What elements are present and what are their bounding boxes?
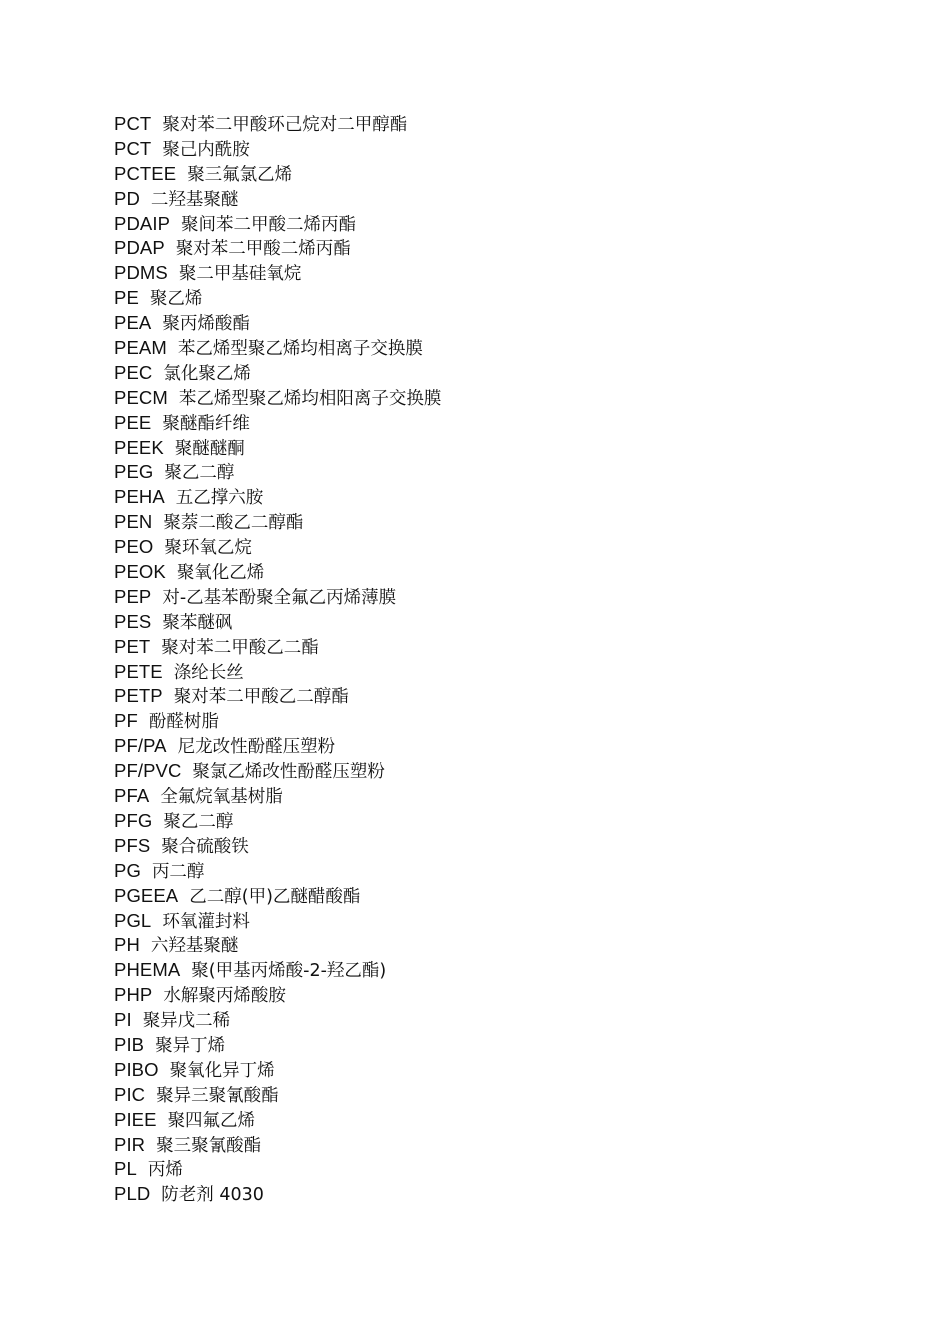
abbreviation: PEP: [114, 585, 152, 607]
chemical-name: 聚四氟乙烯: [167, 1110, 256, 1131]
list-item: [114, 1133, 441, 1158]
list-item: [114, 187, 441, 212]
abbreviation: PIEE: [114, 1108, 157, 1130]
chemical-name: 聚氯乙烯改性酚醛压塑粉: [192, 762, 385, 783]
chemical-name: 聚间苯二甲酸二烯丙酯: [181, 214, 357, 235]
list-item: [114, 436, 441, 461]
chemical-name: 聚环氧乙烷: [164, 538, 252, 559]
list-item: [114, 709, 441, 734]
abbreviation: PEAM: [114, 337, 167, 359]
abbreviation: PEOK: [114, 561, 166, 583]
chemical-name: 聚丙烯酸酯: [162, 314, 250, 335]
abbreviation: PFS: [114, 834, 151, 856]
list-item: [114, 759, 441, 784]
list-item: [114, 112, 441, 137]
chemical-name: 聚苯醚砜: [162, 612, 233, 633]
list-item: [114, 1083, 441, 1108]
list-item: [114, 137, 441, 162]
chemical-name: 六羟基聚醚: [150, 936, 239, 957]
abbreviation: PCTEE: [114, 162, 177, 184]
chemical-name: 环氧灌封料: [162, 911, 250, 932]
abbreviation: PEG: [114, 461, 154, 483]
abbreviation: PEEK: [114, 436, 164, 458]
chemical-name: 丙烯: [147, 1160, 183, 1181]
list-item: [114, 983, 441, 1008]
abbreviation: PECM: [114, 386, 168, 408]
chemical-name: 防老剂 4030: [161, 1185, 264, 1206]
list-item: [114, 162, 441, 187]
abbreviation: PL: [114, 1158, 137, 1180]
list-item: [114, 660, 441, 685]
chemical-name: 聚醚酯纤维: [162, 413, 250, 434]
chemical-name: 聚对苯二甲酸乙二酯: [161, 637, 319, 658]
abbreviation: PF/PA: [114, 735, 167, 757]
list-item: [114, 933, 441, 958]
chemical-name: 苯乙烯型聚乙烯均相离子交换膜: [177, 339, 423, 360]
chemical-name: 苯乙烯型聚乙烯均相阳离子交换膜: [178, 388, 442, 409]
list-item: [114, 311, 441, 336]
list-item: [114, 336, 441, 361]
abbreviation: PFA: [114, 785, 150, 807]
list-item: [114, 236, 441, 261]
chemical-name: 聚对苯二甲酸乙二醇酯: [173, 687, 349, 708]
abbreviation: PF/PVC: [114, 760, 182, 782]
abbreviation: PEC: [114, 361, 153, 383]
abbreviation: PG: [114, 859, 141, 881]
list-item: [114, 361, 441, 386]
chemical-name: 丙二醇: [151, 861, 205, 882]
list-item: [114, 1058, 441, 1083]
chemical-name: 聚异三聚氰酸酯: [156, 1085, 279, 1106]
abbreviation: PEA: [114, 312, 152, 334]
chemical-name: 聚三氟氯乙烯: [187, 164, 293, 185]
abbreviation: PIB: [114, 1033, 145, 1055]
chemical-name: 聚醚醚酮: [174, 438, 245, 459]
chemical-name: 对-乙基苯酚聚全氟乙丙烯薄膜: [162, 587, 397, 608]
list-item: [114, 1157, 441, 1182]
abbreviation: PES: [114, 610, 152, 632]
abbreviation: PFG: [114, 809, 153, 831]
abbreviation: PDAP: [114, 237, 165, 259]
list-item: [114, 261, 441, 286]
list-item: [114, 809, 441, 834]
abbreviation: PEN: [114, 511, 153, 533]
abbreviation: PDAIP: [114, 212, 171, 234]
abbreviation: PGL: [114, 909, 152, 931]
list-item: [114, 734, 441, 759]
abbreviation: PD: [114, 187, 140, 209]
chemical-name: 聚二甲基硅氧烷: [178, 264, 302, 285]
list-item: [114, 684, 441, 709]
abbreviation-list: [114, 112, 441, 1207]
chemical-name: 聚己内酰胺: [162, 139, 250, 160]
chemical-name: 聚异戊二稀: [142, 1011, 231, 1032]
chemical-name: 聚对苯二甲酸二烯丙酯: [175, 239, 351, 260]
chemical-name: 氯化聚乙烯: [163, 363, 251, 384]
abbreviation: PIR: [114, 1133, 146, 1155]
abbreviation: PGEEA: [114, 884, 179, 906]
list-item: [114, 286, 441, 311]
abbreviation: PF: [114, 710, 138, 732]
abbreviation: PIC: [114, 1083, 146, 1105]
list-item: [114, 1108, 441, 1133]
chemical-name: 聚氧化乙烯: [176, 563, 265, 584]
abbreviation: PEHA: [114, 486, 165, 508]
chemical-name: 涤纶长丝: [173, 662, 244, 683]
abbreviation: PIBO: [114, 1058, 159, 1080]
chemical-name: 聚乙二醇: [164, 463, 235, 484]
abbreviation: PHP: [114, 984, 153, 1006]
abbreviation: PDMS: [114, 262, 168, 284]
abbreviation: PCT: [114, 113, 152, 134]
chemical-name: 聚乙烯: [149, 289, 203, 310]
chemical-name: 水解聚丙烯酸胺: [163, 986, 286, 1007]
chemical-name: 酚醛树脂: [148, 712, 219, 733]
chemical-name: 聚乙二醇: [163, 811, 234, 832]
list-item: [114, 610, 441, 635]
chemical-name: 五乙撑六胺: [175, 488, 264, 509]
chemical-name: 二羟基聚醚: [150, 189, 239, 210]
abbreviation: PCT: [114, 137, 152, 159]
list-item: [114, 460, 441, 485]
chemical-name: 尼龙改性酚醛压塑粉: [177, 737, 336, 758]
abbreviation: PETP: [114, 685, 163, 707]
abbreviation: PEO: [114, 536, 154, 558]
list-item: [114, 510, 441, 535]
abbreviation: PLD: [114, 1183, 151, 1205]
list-item: [114, 958, 441, 983]
list-item: [114, 411, 441, 436]
list-item: [114, 635, 441, 660]
list-item: [114, 386, 441, 411]
chemical-name: 乙二醇(甲)乙醚醋酸酯: [189, 886, 361, 907]
list-item: [114, 585, 441, 610]
list-item: [114, 1182, 441, 1207]
list-item: [114, 834, 441, 859]
list-item: [114, 1033, 441, 1058]
chemical-name: 聚对苯二甲酸环己烷对二甲醇酯: [162, 115, 408, 135]
chemical-name: 聚异丁烯: [155, 1035, 226, 1056]
chemical-name: 聚(甲基丙烯酸-2-羟乙酯): [191, 961, 387, 982]
abbreviation: PI: [114, 1009, 132, 1031]
list-item: [114, 859, 441, 884]
chemical-name: 全氟烷氧基树脂: [160, 787, 283, 808]
abbreviation: PHEMA: [114, 959, 181, 981]
chemical-name: 聚氧化异丁烯: [169, 1060, 275, 1081]
abbreviation: PE: [114, 287, 139, 309]
chemical-name: 聚三聚氰酸酯: [156, 1135, 262, 1156]
list-item: [114, 1008, 441, 1033]
chemical-name: 聚合硫酸铁: [161, 836, 249, 857]
abbreviation: PETE: [114, 660, 163, 682]
list-item: [114, 884, 441, 909]
abbreviation: PEE: [114, 411, 152, 433]
list-item: [114, 909, 441, 934]
list-item: [114, 560, 441, 585]
list-item: [114, 485, 441, 510]
list-item: [114, 212, 441, 237]
chemical-name: 聚萘二酸乙二醇酯: [163, 513, 304, 534]
abbreviation: PH: [114, 934, 140, 956]
list-item: [114, 784, 441, 809]
abbreviation: PET: [114, 635, 151, 657]
list-item: [114, 535, 441, 560]
